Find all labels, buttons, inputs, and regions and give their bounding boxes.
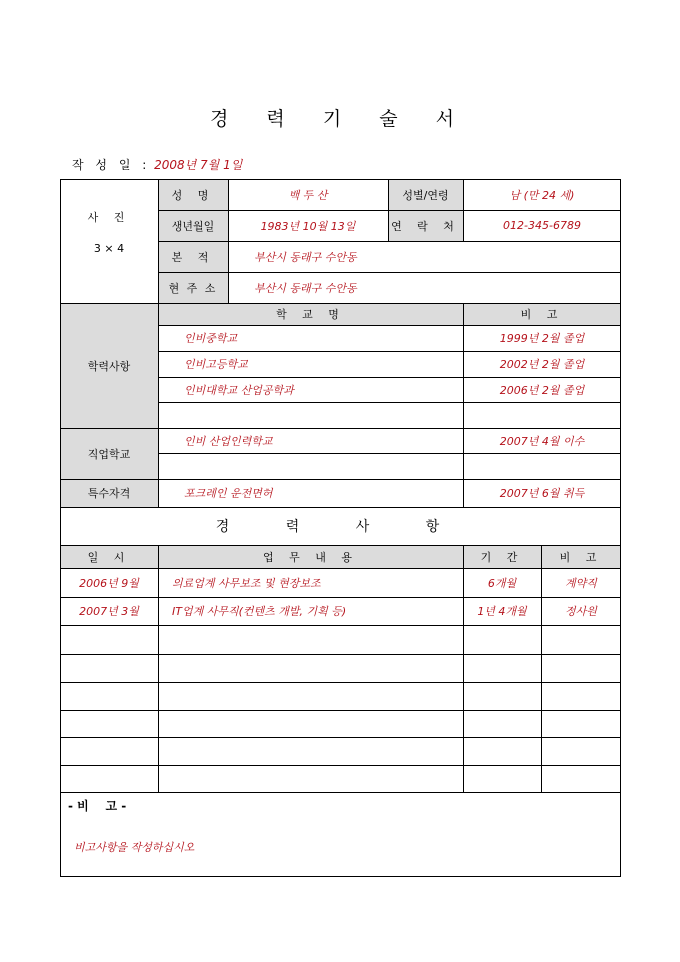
remarks-title: - 비 고 - [68,799,127,813]
career-duty: IT업계 사무직(컨텐츠 개발, 기획 등) [172,605,347,618]
education-section-label: 학력사항 [87,359,131,373]
vocational-section-label: 직업학교 [87,447,131,461]
edu-school: 인비고등학교 [184,358,248,371]
edu-school: 인비중학교 [184,332,238,345]
edu-school [158,402,463,428]
career-col-date: 일 시 [87,550,131,564]
gender-age-value: 남 (만 24 세) [509,188,575,202]
address-label: 현 주 소 [168,281,218,295]
contact-value: 012-345-6789 [503,219,581,232]
edu-note: 2002년 2월 졸업 [499,358,585,371]
edu-col-school: 학 교 명 [276,308,345,321]
date-value: 2008년 7월 1일 [154,158,243,172]
license-section-label: 특수자격 [87,487,131,500]
edu-col-note: 비 고 [520,308,564,321]
contact-label: 연 락 처 [391,219,460,233]
photo-size: 3 × 4 [93,242,125,255]
date-line [72,156,242,173]
career-duty: 의료업계 사무보조 및 현장보조 [172,576,321,590]
license-note: 2007년 6월 취득 [499,487,585,500]
career-col-duty: 업 무 내 용 [263,550,358,564]
career-date: 2006년 9월 [79,576,139,590]
origin-label: 본 적 [171,250,215,264]
name-label: 성 명 [171,188,215,202]
career-period: 6개월 [487,576,517,590]
career-empty-row [60,710,621,737]
resume-form [60,179,621,877]
edu-school: 인비대학교 산업공학과 [184,383,294,397]
gender-age-label: 성별/연령 [402,188,449,202]
photo-label: 사 진 [87,211,131,224]
career-col-note: 비 고 [559,550,603,564]
license-name: 포크레인 운전면허 [184,487,273,500]
career-empty-row [60,765,621,792]
edu-note: 2006년 2월 졸업 [499,383,585,397]
birth-value: 1983년 10월 13일 [260,219,356,233]
career-empty-row [60,737,621,765]
vocational-school [158,453,463,479]
career-section-title: 경 력 사 항 [215,519,466,535]
career-col-period: 기 간 [480,550,524,564]
address-value: 부산시 동래구 수안동 [254,281,357,295]
career-note: 계약직 [565,576,597,590]
photo-placeholder [60,209,158,255]
edu-note [463,402,621,428]
name-value: 백 두 산 [288,188,328,202]
birth-label: 생년월일 [171,219,215,233]
career-note: 정사원 [565,605,597,618]
career-date: 2007년 3월 [79,605,139,618]
date-label: 작 성 일 : [72,158,151,172]
career-period: 1년 4개월 [477,605,527,618]
remarks-text: 비고사항을 작성하십시오 [74,841,195,854]
edu-note: 1999년 2월 졸업 [499,332,585,345]
vocational-note: 2007년 4월 이수 [499,434,585,448]
career-empty-row [60,625,621,654]
origin-value: 부산시 동래구 수안동 [254,250,357,264]
career-empty-row [60,654,621,682]
vocational-school: 인비 산업인력학교 [184,434,273,448]
career-empty-row [60,682,621,710]
vocational-note [463,453,621,479]
document-title: 경 력 기 술 서 [210,108,470,130]
